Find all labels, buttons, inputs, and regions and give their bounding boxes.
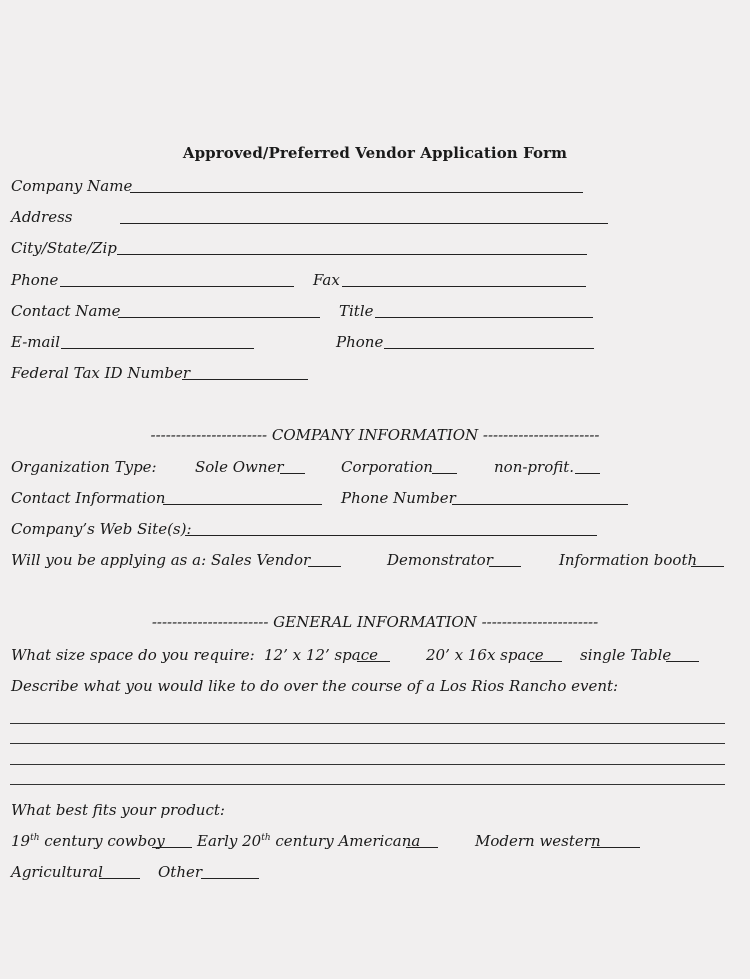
- describe-line-2[interactable]: [10, 743, 725, 744]
- space-question-label: What size space do you require:: [11, 646, 255, 664]
- city-state-zip-line[interactable]: [117, 254, 587, 255]
- phone-number-label: Phone Number: [341, 489, 456, 507]
- phone2-line[interactable]: [384, 348, 594, 349]
- agricultural-line[interactable]: [99, 878, 140, 879]
- single-table-line[interactable]: [666, 661, 699, 662]
- early-americana-line[interactable]: [406, 847, 438, 848]
- century-cowboy-label: 19th century cowboy: [11, 832, 165, 850]
- corporation-line[interactable]: [432, 473, 457, 474]
- other-label: Other: [158, 863, 203, 881]
- corporation-label: Corporation: [341, 458, 433, 476]
- general-info-heading: ----------------------- GENERAL INFORMATION -----------------------: [151, 613, 599, 631]
- title-label: Title: [339, 302, 374, 320]
- phone2-label: Phone: [336, 333, 384, 351]
- company-name-line[interactable]: [130, 192, 583, 193]
- sole-owner-label: Sole Owner: [195, 458, 284, 476]
- non-profit-line[interactable]: [575, 473, 600, 474]
- information-booth-line[interactable]: [691, 566, 724, 567]
- city-state-zip-label: City/State/Zip: [11, 239, 117, 257]
- contact-information-label: Contact Information: [11, 489, 166, 507]
- phone-label: Phone: [11, 271, 59, 289]
- address-label: Address: [11, 208, 73, 226]
- email-line[interactable]: [61, 348, 254, 349]
- federal-tax-id-label: Federal Tax ID Number: [11, 364, 191, 382]
- describe-line-4[interactable]: [10, 784, 725, 785]
- demonstrator-line[interactable]: [489, 566, 521, 567]
- contact-information-line[interactable]: [163, 504, 322, 505]
- web-sites-line[interactable]: [185, 535, 597, 536]
- describe-label: Describe what you would like to do over the course of a Los Rios Rancho event:: [11, 677, 619, 695]
- fax-label: Fax: [313, 271, 340, 289]
- contact-name-line[interactable]: [118, 317, 320, 318]
- phone-number-line[interactable]: [452, 504, 628, 505]
- email-label: E-mail: [11, 333, 61, 351]
- sales-vendor-line[interactable]: [308, 566, 341, 567]
- space-20-line[interactable]: [530, 661, 562, 662]
- sales-vendor-label: Sales Vendor: [211, 551, 311, 569]
- applying-as-label: Will you be applying as a:: [11, 551, 207, 569]
- modern-western-line[interactable]: [591, 847, 640, 848]
- company-info-heading: ----------------------- COMPANY INFORMATION -----------------------: [150, 426, 600, 444]
- company-name-label: Company Name: [11, 177, 133, 195]
- other-line[interactable]: [201, 878, 259, 879]
- address-line[interactable]: [120, 223, 608, 224]
- single-table-label: single Table: [580, 646, 672, 664]
- title-line[interactable]: [375, 317, 593, 318]
- describe-line-1[interactable]: [10, 723, 725, 724]
- space-12-label: 12’ x 12’ space: [264, 646, 378, 664]
- org-type-label: Organization Type:: [11, 458, 157, 476]
- form-title: Approved/Preferred Vendor Application Form: [182, 144, 568, 162]
- space-20-label: 20’ x 16x space: [426, 646, 544, 664]
- century-cowboy-line[interactable]: [152, 847, 192, 848]
- agricultural-label: Agricultural: [11, 863, 103, 881]
- phone-line[interactable]: [60, 286, 294, 287]
- demonstrator-label: Demonstrator: [387, 551, 493, 569]
- non-profit-label: non-profit.: [494, 458, 575, 476]
- early-americana-label: Early 20th century Americana: [197, 832, 421, 850]
- space-12-line[interactable]: [357, 661, 390, 662]
- fax-line[interactable]: [342, 286, 586, 287]
- modern-western-label: Modern western: [475, 832, 601, 850]
- describe-line-3[interactable]: [10, 764, 725, 765]
- sole-owner-line[interactable]: [280, 473, 305, 474]
- federal-tax-id-line[interactable]: [182, 379, 308, 380]
- web-sites-label: Company’s Web Site(s):: [11, 520, 192, 538]
- information-booth-label: Information booth: [559, 551, 698, 569]
- contact-name-label: Contact Name: [11, 302, 121, 320]
- product-question-label: What best fits your product:: [11, 801, 225, 819]
